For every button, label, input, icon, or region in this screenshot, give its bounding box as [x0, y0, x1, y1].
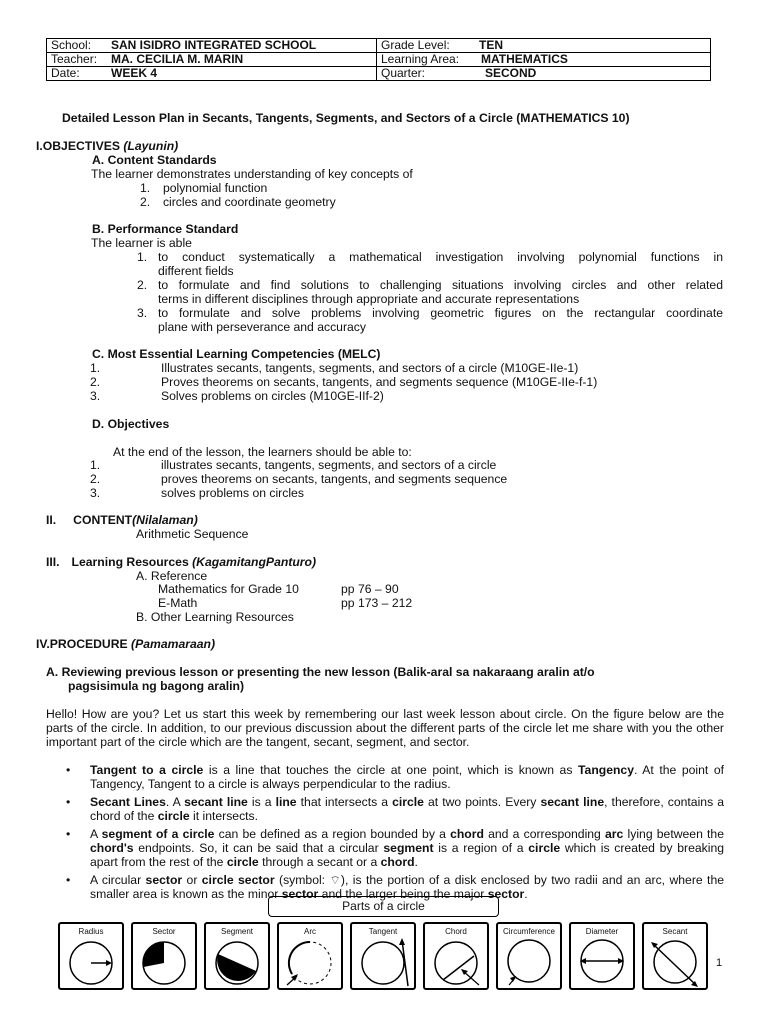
- card-diameter: Diameter: [569, 922, 635, 990]
- list-item: to conduct systematically a mathematical investigation involving polynomial functions in: [158, 250, 723, 264]
- parts-of-circle-title: Parts of a circle: [268, 896, 499, 917]
- area-label: Learning Area:: [381, 52, 460, 66]
- area-value: MATHEMATICS: [481, 52, 568, 66]
- chord-diagram-icon: [427, 938, 485, 988]
- list-number: 3.: [137, 306, 148, 320]
- card-sector: Sector: [131, 922, 197, 990]
- page-title: Detailed Lesson Plan in Secants, Tangents, Segments, and Sectors of a Circle (MATHEMATICS 10): [62, 111, 630, 125]
- reference-heading: A. Reference: [136, 569, 208, 583]
- reference-pages: pp 173 – 212: [341, 596, 413, 610]
- procedure-intro: Hello! How are you? Let us start this week by remembering our last week lesson about circle. On the figure below are the parts of the circle. In addition, to our previous discussion about the different parts of the circle let me share with you the other important part of the circle which are the tangent, secant, segment, and sector.: [46, 707, 724, 749]
- school-label: School:: [51, 38, 92, 52]
- date-label: Date:: [51, 66, 80, 80]
- secant-definition: • Secant Lines. A secant line is a line that intersects a circle at two points. Every secant line, therefore, contains a chord of the circle it intersects.: [66, 795, 724, 823]
- page-number: 1: [716, 957, 723, 969]
- list-item-cont: different fields: [158, 264, 234, 278]
- performance-standard-intro: The learner is able: [91, 236, 192, 250]
- grade-value: TEN: [479, 38, 503, 52]
- card-circumference: Circumference: [496, 922, 562, 990]
- content-heading: II. CONTENT(Nilalaman): [46, 513, 198, 527]
- card-radius: Radius: [58, 922, 124, 990]
- list-number: 2.: [137, 278, 148, 292]
- list-number: 1.: [137, 250, 148, 264]
- card-arc: Arc: [277, 922, 343, 990]
- objective-item: proves theorems on secants, tangents, and segments sequence: [161, 472, 508, 486]
- reference-name: Mathematics for Grade 10: [158, 582, 299, 596]
- list-item-cont: plane with perseverance and accuracy: [158, 320, 366, 334]
- objectives-heading: I.OBJECTIVES (Layunin): [36, 139, 179, 153]
- tangent-diagram-icon: [354, 938, 412, 988]
- reference-name: E-Math: [158, 596, 198, 610]
- card-chord: Chord: [423, 922, 489, 990]
- quarter-value: SECOND: [485, 66, 537, 80]
- date-value: WEEK 4: [111, 66, 158, 80]
- d-objectives-heading: D. Objectives: [92, 417, 170, 431]
- definitions-list: [66, 763, 724, 905]
- other-resources: B. Other Learning Resources: [136, 610, 294, 624]
- content-standards-heading: A. Content Standards: [92, 153, 217, 167]
- card-secant: Secant: [642, 922, 708, 990]
- list-item: to formulate and find solutions to challenging situations involving circles and other related: [158, 278, 723, 292]
- list-item-cont: terms in different disciplines through appropriate and accurate representations: [158, 292, 580, 306]
- secant-diagram-icon: [646, 938, 704, 988]
- objective-item: illustrates secants, tangents, segments, and sectors of a circle: [161, 458, 497, 472]
- arc-diagram-icon: [281, 938, 339, 988]
- melc-heading: C. Most Essential Learning Competencies (MELC): [92, 347, 381, 361]
- reference-pages: pp 76 – 90: [341, 582, 399, 596]
- card-segment: Segment: [204, 922, 270, 990]
- procedure-heading: IV.PROCEDURE (Pamamaraan): [36, 637, 216, 651]
- melc-item: Proves theorems on secants, tangents, and segments sequence (M10GE-IIe-f-1): [161, 375, 598, 389]
- melc-item: Illustrates secants, tangents, segments, and sectors of a circle (M10GE-IIe-1): [161, 361, 579, 375]
- sector-definition: • A circular sector or circle sector (symbol: ⌔), is the portion of a disk enclosed by two radii and an arc, where the smaller area is known as the minor sector and the larger being the major sector.: [66, 873, 724, 901]
- list-number: 3.: [90, 389, 101, 403]
- segment-diagram-icon: [208, 938, 266, 988]
- list-number: 1.: [90, 458, 101, 472]
- header-table: [46, 38, 711, 81]
- grade-label: Grade Level:: [381, 38, 450, 52]
- list-number: 3.: [90, 486, 101, 500]
- list-item: to formulate and solve problems involving geometric figures on the rectangular coordinate: [158, 306, 723, 320]
- list-number: 2.: [90, 375, 101, 389]
- procedure-a-heading-cont: pagsisimula ng bagong aralin): [68, 679, 245, 693]
- list-number: 1.: [90, 361, 101, 375]
- resources-heading: III. Learning Resources (KagamitangPanturo): [46, 555, 317, 569]
- card-tangent: Tangent: [350, 922, 416, 990]
- list-item: 2. circles and coordinate geometry: [140, 195, 336, 209]
- teacher-value: MA. CECILIA M. MARIN: [111, 52, 244, 66]
- procedure-a-heading: A. Reviewing previous lesson or presenting the new lesson (Balik-aral sa nakaraang aralin at/o: [46, 665, 595, 679]
- content-topic: Arithmetic Sequence: [136, 527, 249, 541]
- diameter-diagram-icon: [573, 938, 631, 988]
- segment-definition: • A segment of a circle can be defined as a region bounded by a chord and a corresponding arc lying between the chord's endpoints. So, it can be said that a circular segment is a region of a circle which is created by breaking apart from the rest of the circle through a secant or a chord.: [66, 827, 724, 869]
- tangent-definition: • Tangent to a circle is a line that touches the circle at one point, which is known as Tangency. At the point of Tangency, Tangent to a circle is always perpendicular to the radius.: [66, 763, 724, 791]
- d-objectives-intro: At the end of the lesson, the learners should be able to:: [113, 445, 412, 459]
- circumference-diagram-icon: [500, 938, 558, 988]
- teacher-label: Teacher:: [51, 52, 98, 66]
- quarter-label: Quarter:: [381, 66, 426, 80]
- objective-item: solves problems on circles: [161, 486, 304, 500]
- school-value: SAN ISIDRO INTEGRATED SCHOOL: [111, 38, 317, 52]
- performance-standard-heading: B. Performance Standard: [92, 222, 239, 236]
- content-standards-intro: The learner demonstrates understanding of key concepts of: [91, 167, 413, 181]
- radius-diagram-icon: [62, 938, 120, 988]
- list-number: 2.: [90, 472, 101, 486]
- melc-item: Solves problems on circles (M10GE-IIf-2): [161, 389, 384, 403]
- list-item: 1. polynomial function: [140, 181, 268, 195]
- sector-diagram-icon: [135, 938, 193, 988]
